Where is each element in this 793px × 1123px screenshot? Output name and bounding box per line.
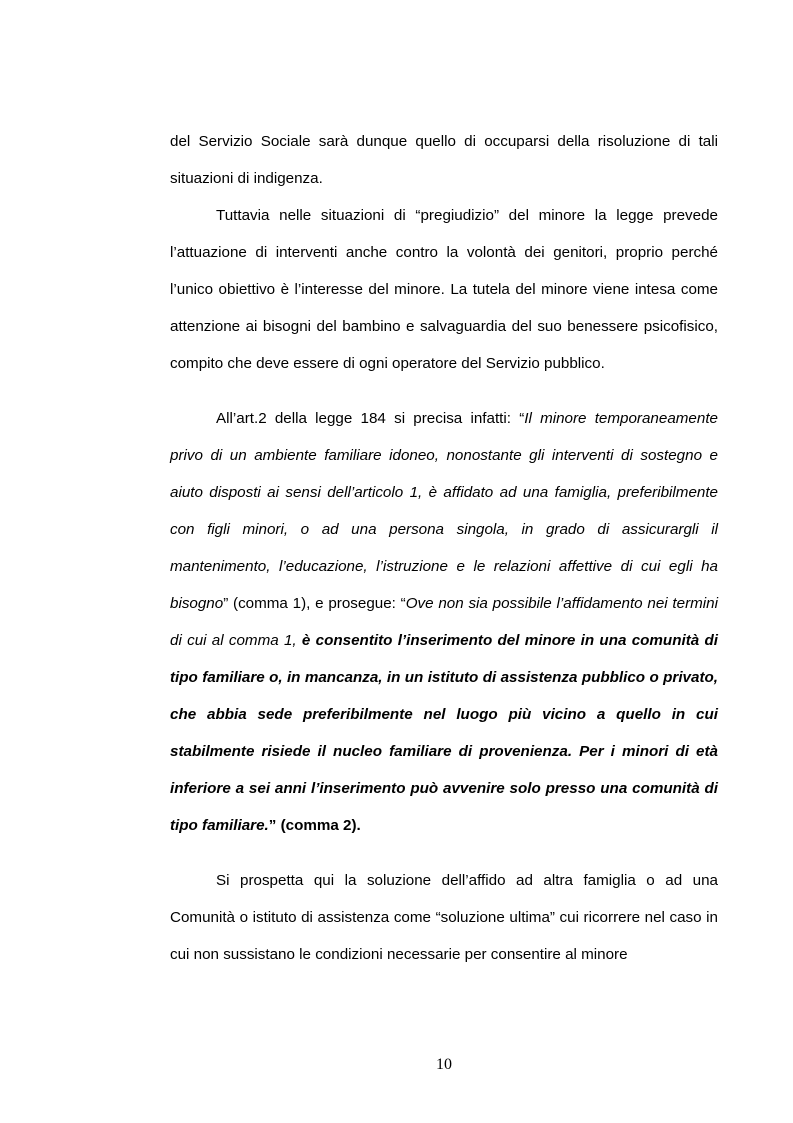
legge-intro-text: All’art.2 della legge 184 si precisa infatti: “	[216, 410, 525, 427]
paragraph-continuation: del Servizio Sociale sarà dunque quello di occuparsi della risoluzione di tali situazioni di indigenza.	[170, 133, 718, 187]
page-number: 10	[436, 1056, 452, 1073]
legge-quote-comma-1: Il minore temporaneamente privo di un ambiente familiare idoneo, nonostante gli interventi di sostegno e aiuto disposti ai sensi dell’articolo 1, è affidato ad una famiglia, preferibilmente con figli minori, o ad una persona singola, in grado di assicurargli il mantenimento, l’educazione, l’istruzione e le relazioni affettive di cui egli ha bisogno	[170, 410, 718, 612]
paragraph-pregiudizio: Tuttavia nelle situazioni di “pregiudizio” del minore la legge prevede l’attuazione di interventi anche contro la volontà dei genitori, proprio perché l’unico obiettivo è l’interesse del minore. La tutela del minore viene intesa come attenzione ai bisogni del bambino e salvaguardia del suo benessere psicofisico, compito che deve essere di ogni operatore del Servizio pubblico.	[170, 207, 718, 372]
legge-quote-comma-2-bold: è consentito l’inserimento del minore in una comunità di tipo familiare o, in mancanza, in un istituto di assistenza pubblico o privato, che abbia sede preferibilmente nel luogo più vicino a quello in cui stabilmente risiede il nucleo familiare di provenienza. Per i minori di età inferiore a sei anni l’inserimento può avvenire solo presso una comunità di tipo familiare.	[170, 632, 718, 834]
paragraph-legge-184	[170, 400, 718, 844]
paragraph-affido: Si prospetta qui la soluzione dell’affido ad altra famiglia o ad una Comunità o istituto di assistenza come “soluzione ultima” cui ricorrere nel caso in cui non sussistano le condizioni necessarie per consentire al minore	[170, 872, 718, 963]
legge-comma-2-label: ” (comma 2).	[268, 817, 361, 834]
legge-connector-text: ” (comma 1), e prosegue: “	[223, 595, 406, 612]
legge-quote-comma-2-intro: Ove non sia possibile l’affidamento nei termini di cui al comma 1,	[170, 595, 718, 649]
